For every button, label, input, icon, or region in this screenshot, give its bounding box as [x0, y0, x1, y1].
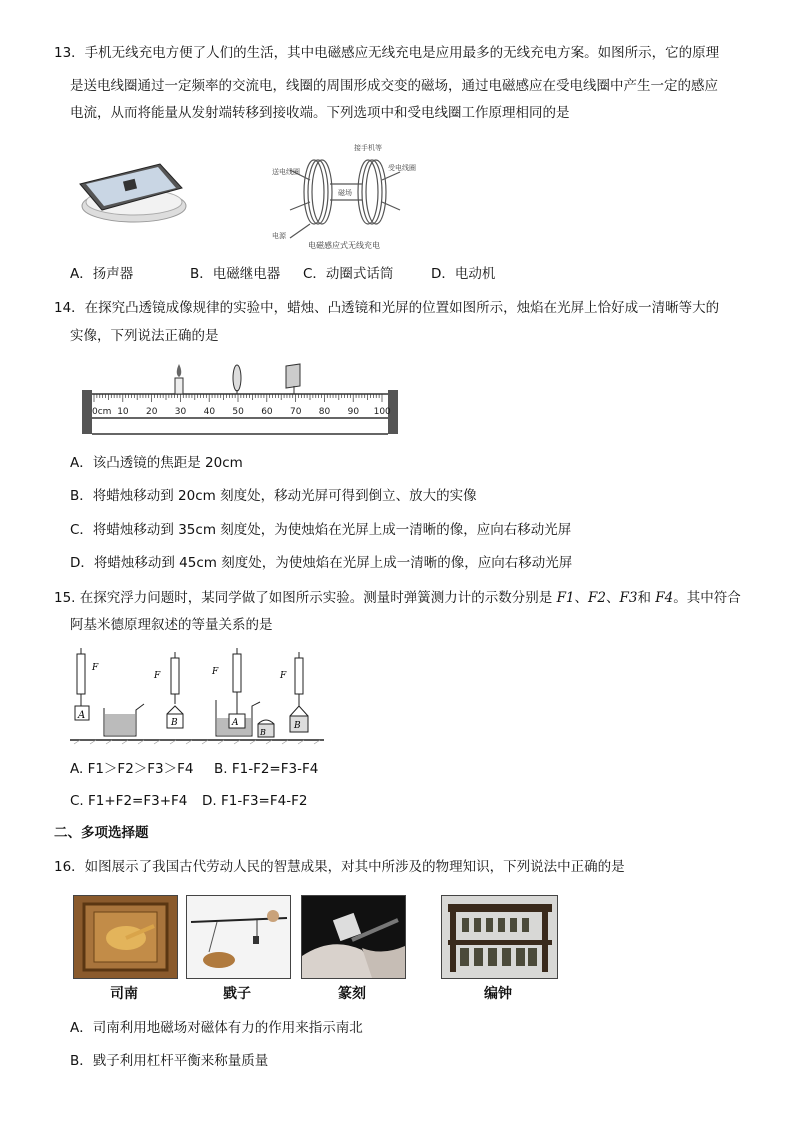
coil-label-middle: 磁场: [338, 189, 352, 197]
lens-icon: [233, 365, 241, 394]
screen-icon: [286, 364, 300, 394]
ruler-tick-label: 20: [146, 407, 158, 417]
optical-bench-diagram: [78, 360, 402, 438]
q15-line-1-end: 。其中符合: [673, 590, 741, 606]
caption-zhuanke: 篆刻: [338, 986, 366, 1002]
q14-option-a: A．该凸透镜的焦距是 20cm: [70, 455, 243, 471]
force-f3: F3: [619, 590, 638, 606]
q16-line-1: 16．如图展示了我国古代劳动人民的智慧成果，对其中所涉及的物理知识，下列说法中正确的是: [54, 859, 625, 875]
candle-icon: [175, 364, 183, 394]
force-f2: F2: [588, 590, 606, 606]
ruler-tick-label: 80: [318, 407, 331, 417]
q15-line-2: 阿基米德原理叙述的等量关系的是: [70, 617, 273, 633]
q13-line-2: 是送电线圈通过一定频率的交流电，线圈的周围形成交变的磁场，通过电磁感应在受电线圈中产生一定的感应: [70, 78, 718, 94]
phone-charger-image: [72, 158, 187, 226]
label-f4: F: [280, 671, 287, 681]
q15-option-b: B. F1-F2=F3-F4: [214, 761, 319, 777]
q15-line-1: 15. 在探究浮力问题时，某同学做了如图所示实验。测量时弹簧测力计的示数分别是 F1、F2、F3和 F4。其中符合: [54, 590, 741, 606]
label-block-b1: B: [171, 718, 178, 728]
q15-option-d: D. F1-F3=F4-F2: [202, 793, 308, 809]
q15-option-c: C. F1+F2=F3+F4: [70, 793, 188, 809]
caption-sinan: 司南: [110, 986, 138, 1002]
caption-dengzi: 戥子: [223, 986, 251, 1002]
q15-option-a: A. F1＞F2＞F3＞F4: [70, 761, 194, 777]
q14-line-2: 实像，下列说法正确的是: [70, 328, 219, 344]
coil-caption: 电磁感应式无线充电: [308, 241, 380, 250]
force-f1: F1: [556, 590, 575, 606]
label-bucket-b: B: [260, 728, 266, 737]
ruler-tick-label: 10: [117, 407, 129, 417]
coil-label-top: 接手机等: [354, 144, 382, 152]
label-block-b2: B: [294, 721, 301, 731]
force-f4: F4: [655, 590, 674, 606]
caption-bianzhong: 编钟: [484, 986, 512, 1002]
q14-option-d: D．将蜡烛移动到 45cm 刻度处，为使烛焰在光屏上成一清晰的像，应向右移动光屏: [70, 555, 573, 571]
ruler-tick-label: 50: [232, 407, 244, 417]
q13-line-1: 13．手机无线充电方便了人们的生活，其中电磁感应无线充电是应用最多的无线充电方案。如图所示，它的原理: [54, 45, 720, 61]
ruler-tick-label: 60: [261, 407, 273, 417]
coil-label-left: 送电线圈: [272, 168, 300, 176]
label-f3: F: [212, 667, 219, 677]
q15-line-1-text: 15. 在探究浮力问题时，某同学做了如图所示实验。测量时弹簧测力计的示数分别是: [54, 590, 557, 606]
ruler-tick-label: 0cm: [92, 407, 112, 417]
sinan-photo: [73, 895, 178, 979]
dengzi-photo: [186, 895, 291, 979]
ruler-tick-label: 30: [174, 407, 187, 417]
q14-option-b: B．将蜡烛移动到 20cm 刻度处，移动光屏可得到倒立、放大的实像: [70, 488, 477, 504]
q13-option-a: A．扬声器: [70, 266, 134, 282]
wireless-coil-diagram: [270, 140, 430, 252]
label-f2: F: [154, 671, 161, 681]
q14-option-c: C．将蜡烛移动到 35cm 刻度处，为使烛焰在光屏上成一清晰的像，应向右移动光屏: [70, 522, 572, 538]
ruler-tick-label: 100: [373, 407, 391, 417]
q16-option-b: B．戥子利用杠杆平衡来称量质量: [70, 1053, 269, 1069]
q15-options-row-2: [70, 791, 307, 811]
label-block-a1: A: [78, 710, 86, 721]
q13-option-c: C．动圈式话筒: [303, 266, 394, 282]
ruler-tick-label: 40: [203, 407, 216, 417]
section-heading: 二、多项选择题: [54, 825, 149, 841]
coil-label-right: 受电线圈: [388, 164, 416, 172]
ruler-tick-label: 90: [347, 407, 360, 417]
ruler-tick-label: 70: [290, 407, 302, 417]
q14-line-1: 14．在探究凸透镜成像规律的实验中，蜡烛、凸透镜和光屏的位置如图所示，烛焰在光屏上恰好成一清晰等大的: [54, 300, 720, 316]
zhuanke-photo: [301, 895, 406, 979]
q13-line-3: 电流，从而将能量从发射端转移到接收端。下列选项中和受电线圈工作原理相同的是: [70, 105, 570, 121]
bianzhong-photo: [441, 895, 558, 979]
q16-option-a: A．司南利用地磁场对磁体有力的作用来指示南北: [70, 1020, 363, 1036]
label-f1: F: [92, 663, 99, 673]
q15-options-row-1: [70, 759, 318, 779]
coil-label-power: 电源: [272, 232, 286, 240]
q13-option-d: D．电动机: [431, 266, 496, 282]
label-block-a2: A: [232, 718, 239, 728]
buoyancy-experiment-diagram: [70, 648, 326, 748]
q13-options: [70, 264, 495, 284]
q13-option-b: B．电磁继电器: [190, 266, 281, 282]
